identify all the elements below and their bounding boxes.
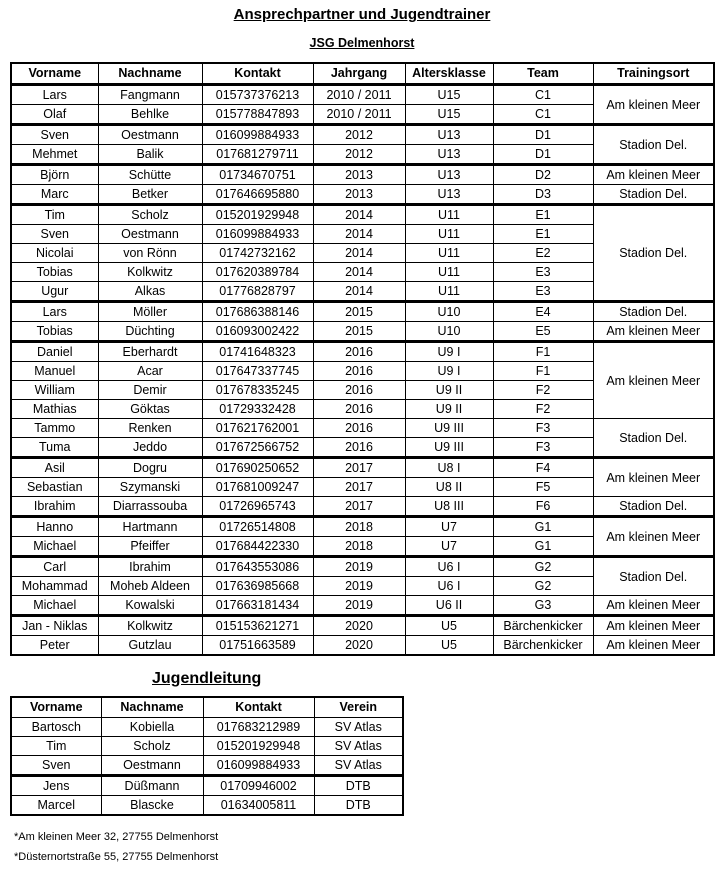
- nachname-cell: Pfeiffer: [98, 537, 202, 557]
- column-header: Vorname: [11, 63, 98, 85]
- table-row: [11, 322, 714, 342]
- altersklasse-cell: U13: [405, 165, 493, 185]
- jahrgang-cell: 2014: [313, 263, 405, 282]
- verein-cell: SV Atlas: [314, 718, 403, 737]
- altersklasse-cell: U8 III: [405, 497, 493, 517]
- trainingsort-cell: Stadion Del.: [593, 185, 714, 205]
- kontakt-cell: 017663181434: [202, 596, 313, 616]
- team-cell: D1: [493, 145, 593, 165]
- kontakt-cell: 01751663589: [202, 636, 313, 656]
- nachname-cell: Oestmann: [98, 125, 202, 145]
- table-row: [11, 596, 714, 616]
- jahrgang-cell: 2010 / 2011: [313, 85, 405, 105]
- jahrgang-cell: 2013: [313, 165, 405, 185]
- nachname-cell: Fangmann: [98, 85, 202, 105]
- nachname-cell: von Rönn: [98, 244, 202, 263]
- trainer-table: [10, 62, 715, 656]
- kontakt-cell: 016099884933: [202, 125, 313, 145]
- kontakt-cell: 01634005811: [203, 796, 314, 816]
- jahrgang-cell: 2016: [313, 362, 405, 381]
- table-row: [11, 737, 403, 756]
- team-cell: E3: [493, 263, 593, 282]
- trainingsort-cell: Am kleinen Meer: [593, 616, 714, 636]
- nachname-cell: Oestmann: [98, 225, 202, 244]
- kontakt-cell: 017646695880: [202, 185, 313, 205]
- jahrgang-cell: 2016: [313, 438, 405, 458]
- altersklasse-cell: U7: [405, 537, 493, 557]
- column-header: Team: [493, 63, 593, 85]
- jahrgang-cell: 2017: [313, 497, 405, 517]
- kontakt-cell: 015201929948: [203, 737, 314, 756]
- jahrgang-cell: 2018: [313, 517, 405, 537]
- table-row: [11, 419, 714, 438]
- kontakt-cell: 017621762001: [202, 419, 313, 438]
- trainingsort-cell: Am kleinen Meer: [593, 322, 714, 342]
- jahrgang-cell: 2015: [313, 322, 405, 342]
- altersklasse-cell: U9 II: [405, 381, 493, 400]
- vorname-cell: Marcel: [11, 796, 101, 816]
- verein-cell: DTB: [314, 776, 403, 796]
- team-cell: E1: [493, 225, 593, 244]
- jahrgang-cell: 2019: [313, 577, 405, 596]
- kontakt-cell: 017647337745: [202, 362, 313, 381]
- table-row: [11, 756, 403, 776]
- table-row: [11, 497, 714, 517]
- nachname-cell: Ibrahim: [98, 557, 202, 577]
- trainingsort-cell: Am kleinen Meer: [593, 596, 714, 616]
- team-cell: D2: [493, 165, 593, 185]
- trainingsort-cell: Stadion Del.: [593, 302, 714, 322]
- team-cell: C1: [493, 105, 593, 125]
- table-row: [11, 342, 714, 362]
- jahrgang-cell: 2020: [313, 616, 405, 636]
- nachname-cell: Renken: [98, 419, 202, 438]
- vorname-cell: Sebastian: [11, 478, 98, 497]
- nachname-cell: Kolkwitz: [98, 616, 202, 636]
- vorname-cell: Tuma: [11, 438, 98, 458]
- team-cell: E5: [493, 322, 593, 342]
- jahrgang-cell: 2014: [313, 205, 405, 225]
- altersklasse-cell: U13: [405, 145, 493, 165]
- trainingsort-cell: Stadion Del.: [593, 497, 714, 517]
- vorname-cell: Lars: [11, 302, 98, 322]
- vorname-cell: Sven: [11, 756, 101, 776]
- jahrgang-cell: 2014: [313, 225, 405, 244]
- jahrgang-cell: 2017: [313, 478, 405, 497]
- kontakt-cell: 017690250652: [202, 458, 313, 478]
- kontakt-cell: 017672566752: [202, 438, 313, 458]
- nachname-cell: Kobiella: [101, 718, 203, 737]
- altersklasse-cell: U11: [405, 225, 493, 244]
- altersklasse-cell: U7: [405, 517, 493, 537]
- vorname-cell: Peter: [11, 636, 98, 656]
- kontakt-cell: 016099884933: [202, 225, 313, 244]
- nachname-cell: Blascke: [101, 796, 203, 816]
- altersklasse-cell: U11: [405, 263, 493, 282]
- vorname-cell: Daniel: [11, 342, 98, 362]
- team-cell: E2: [493, 244, 593, 263]
- trainingsort-cell: Stadion Del.: [593, 205, 714, 302]
- table-row: [11, 458, 714, 478]
- trainingsort-cell: Am kleinen Meer: [593, 458, 714, 497]
- team-cell: F1: [493, 362, 593, 381]
- kontakt-cell: 01776828797: [202, 282, 313, 302]
- trainingsort-cell: Am kleinen Meer: [593, 517, 714, 557]
- nachname-cell: Eberhardt: [98, 342, 202, 362]
- jahrgang-cell: 2019: [313, 557, 405, 577]
- team-cell: Bärchenkicker: [493, 636, 593, 656]
- altersklasse-cell: U13: [405, 185, 493, 205]
- kontakt-cell: 015737376213: [202, 85, 313, 105]
- kontakt-cell: 016093002422: [202, 322, 313, 342]
- team-cell: D3: [493, 185, 593, 205]
- team-cell: E3: [493, 282, 593, 302]
- vorname-cell: Bartosch: [11, 718, 101, 737]
- team-cell: E1: [493, 205, 593, 225]
- trainingsort-cell: Stadion Del.: [593, 125, 714, 165]
- vorname-cell: Sven: [11, 125, 98, 145]
- team-cell: Bärchenkicker: [493, 616, 593, 636]
- vorname-cell: Mohammad: [11, 577, 98, 596]
- kontakt-cell: 017636985668: [202, 577, 313, 596]
- nachname-cell: Düchting: [98, 322, 202, 342]
- footnote-am-kleinen-meer: *Am kleinen Meer 32, 27755 Delmenhorst: [14, 831, 219, 843]
- kontakt-cell: 01726514808: [202, 517, 313, 537]
- column-header: Trainingsort: [593, 63, 714, 85]
- vorname-cell: Carl: [11, 557, 98, 577]
- trainingsort-cell: Am kleinen Meer: [593, 165, 714, 185]
- altersklasse-cell: U13: [405, 125, 493, 145]
- footnote-duesternortstrasse: *Düsternortstraße 55, 27755 Delmenhorst: [14, 851, 219, 863]
- kontakt-cell: 017678335245: [202, 381, 313, 400]
- team-cell: F2: [493, 400, 593, 419]
- altersklasse-cell: U9 III: [405, 438, 493, 458]
- team-cell: F6: [493, 497, 593, 517]
- vorname-cell: Tim: [11, 205, 98, 225]
- nachname-cell: Diarrassouba: [98, 497, 202, 517]
- team-cell: F3: [493, 438, 593, 458]
- team-cell: C1: [493, 85, 593, 105]
- kontakt-cell: 017684422330: [202, 537, 313, 557]
- trainer-table-header: [11, 63, 714, 85]
- nachname-cell: Betker: [98, 185, 202, 205]
- nachname-cell: Szymanski: [98, 478, 202, 497]
- vorname-cell: Ibrahim: [11, 497, 98, 517]
- column-header: Altersklasse: [405, 63, 493, 85]
- table-row: [11, 165, 714, 185]
- nachname-cell: Scholz: [101, 737, 203, 756]
- jahrgang-cell: 2016: [313, 400, 405, 419]
- team-cell: G2: [493, 577, 593, 596]
- table-row: [11, 85, 714, 105]
- column-header: Nachname: [98, 63, 202, 85]
- kontakt-cell: 017686388146: [202, 302, 313, 322]
- table-row: [11, 517, 714, 537]
- team-cell: G3: [493, 596, 593, 616]
- jahrgang-cell: 2014: [313, 244, 405, 263]
- nachname-cell: Kolkwitz: [98, 263, 202, 282]
- table-row: [11, 205, 714, 225]
- vorname-cell: Tammo: [11, 419, 98, 438]
- vorname-cell: Michael: [11, 537, 98, 557]
- team-cell: F3: [493, 419, 593, 438]
- kontakt-cell: 01709946002: [203, 776, 314, 796]
- jugendleitung-table: [10, 696, 404, 816]
- vorname-cell: Ugur: [11, 282, 98, 302]
- team-cell: D1: [493, 125, 593, 145]
- vorname-cell: Lars: [11, 85, 98, 105]
- table-row: [11, 776, 403, 796]
- table-row: [11, 796, 403, 816]
- nachname-cell: Demir: [98, 381, 202, 400]
- trainingsort-cell: Stadion Del.: [593, 557, 714, 596]
- altersklasse-cell: U15: [405, 85, 493, 105]
- vorname-cell: William: [11, 381, 98, 400]
- verein-cell: SV Atlas: [314, 737, 403, 756]
- jahrgang-cell: 2018: [313, 537, 405, 557]
- vorname-cell: Tim: [11, 737, 101, 756]
- trainingsort-cell: Am kleinen Meer: [593, 342, 714, 419]
- nachname-cell: Göktas: [98, 400, 202, 419]
- vorname-cell: Olaf: [11, 105, 98, 125]
- altersklasse-cell: U6 I: [405, 557, 493, 577]
- altersklasse-cell: U9 I: [405, 342, 493, 362]
- team-cell: F2: [493, 381, 593, 400]
- nachname-cell: Acar: [98, 362, 202, 381]
- nachname-cell: Scholz: [98, 205, 202, 225]
- jahrgang-cell: 2014: [313, 282, 405, 302]
- jugendleitung-table-header: [11, 697, 403, 718]
- trainingsort-cell: Am kleinen Meer: [593, 85, 714, 125]
- vorname-cell: Tobias: [11, 322, 98, 342]
- trainingsort-cell: Stadion Del.: [593, 419, 714, 458]
- kontakt-cell: 015201929948: [202, 205, 313, 225]
- jahrgang-cell: 2017: [313, 458, 405, 478]
- altersklasse-cell: U11: [405, 282, 493, 302]
- jahrgang-cell: 2012: [313, 145, 405, 165]
- column-header: Kontakt: [202, 63, 313, 85]
- altersklasse-cell: U5: [405, 636, 493, 656]
- nachname-cell: Gutzlau: [98, 636, 202, 656]
- vorname-cell: Tobias: [11, 263, 98, 282]
- table-row: [11, 185, 714, 205]
- team-cell: G1: [493, 517, 593, 537]
- kontakt-cell: 01741648323: [202, 342, 313, 362]
- jahrgang-cell: 2016: [313, 419, 405, 438]
- column-header: Verein: [314, 697, 403, 718]
- table-row: [11, 636, 714, 656]
- altersklasse-cell: U15: [405, 105, 493, 125]
- kontakt-cell: 017643553086: [202, 557, 313, 577]
- trainingsort-cell: Am kleinen Meer: [593, 636, 714, 656]
- page-title: Ansprechpartner und Jugendtrainer: [233, 6, 491, 23]
- table-row: [11, 616, 714, 636]
- kontakt-cell: 017681279711: [202, 145, 313, 165]
- altersklasse-cell: U8 I: [405, 458, 493, 478]
- team-cell: G2: [493, 557, 593, 577]
- column-header: Nachname: [101, 697, 203, 718]
- nachname-cell: Jeddo: [98, 438, 202, 458]
- page-subtitle: JSG Delmenhorst: [309, 36, 415, 50]
- jahrgang-cell: 2020: [313, 636, 405, 656]
- nachname-cell: Möller: [98, 302, 202, 322]
- nachname-cell: Düßmann: [101, 776, 203, 796]
- altersklasse-cell: U8 II: [405, 478, 493, 497]
- team-cell: E4: [493, 302, 593, 322]
- kontakt-cell: 01742732162: [202, 244, 313, 263]
- jahrgang-cell: 2015: [313, 302, 405, 322]
- nachname-cell: Dogru: [98, 458, 202, 478]
- jahrgang-cell: 2012: [313, 125, 405, 145]
- nachname-cell: Oestmann: [101, 756, 203, 776]
- kontakt-cell: 01729332428: [202, 400, 313, 419]
- vorname-cell: Hanno: [11, 517, 98, 537]
- team-cell: F4: [493, 458, 593, 478]
- vorname-cell: Michael: [11, 596, 98, 616]
- table-row: [11, 125, 714, 145]
- team-cell: F5: [493, 478, 593, 497]
- column-header: Kontakt: [203, 697, 314, 718]
- nachname-cell: Behlke: [98, 105, 202, 125]
- vorname-cell: Jan - Niklas: [11, 616, 98, 636]
- altersklasse-cell: U6 I: [405, 577, 493, 596]
- altersklasse-cell: U9 III: [405, 419, 493, 438]
- kontakt-cell: 01726965743: [202, 497, 313, 517]
- team-cell: F1: [493, 342, 593, 362]
- kontakt-cell: 017683212989: [203, 718, 314, 737]
- altersklasse-cell: U11: [405, 244, 493, 263]
- vorname-cell: Nicolai: [11, 244, 98, 263]
- nachname-cell: Hartmann: [98, 517, 202, 537]
- altersklasse-cell: U10: [405, 322, 493, 342]
- altersklasse-cell: U10: [405, 302, 493, 322]
- vorname-cell: Mehmet: [11, 145, 98, 165]
- jahrgang-cell: 2016: [313, 381, 405, 400]
- nachname-cell: Moheb Aldeen: [98, 577, 202, 596]
- vorname-cell: Manuel: [11, 362, 98, 381]
- table-row: [11, 718, 403, 737]
- kontakt-cell: 017620389784: [202, 263, 313, 282]
- vorname-cell: Asil: [11, 458, 98, 478]
- nachname-cell: Schütte: [98, 165, 202, 185]
- vorname-cell: Björn: [11, 165, 98, 185]
- kontakt-cell: 015153621271: [202, 616, 313, 636]
- jahrgang-cell: 2010 / 2011: [313, 105, 405, 125]
- vorname-cell: Marc: [11, 185, 98, 205]
- vorname-cell: Sven: [11, 225, 98, 244]
- jahrgang-cell: 2013: [313, 185, 405, 205]
- kontakt-cell: 01734670751: [202, 165, 313, 185]
- vorname-cell: Jens: [11, 776, 101, 796]
- kontakt-cell: 016099884933: [203, 756, 314, 776]
- jahrgang-cell: 2016: [313, 342, 405, 362]
- altersklasse-cell: U11: [405, 205, 493, 225]
- team-cell: G1: [493, 537, 593, 557]
- nachname-cell: Kowalski: [98, 596, 202, 616]
- vorname-cell: Mathias: [11, 400, 98, 419]
- altersklasse-cell: U5: [405, 616, 493, 636]
- jahrgang-cell: 2019: [313, 596, 405, 616]
- table-row: [11, 302, 714, 322]
- nachname-cell: Balik: [98, 145, 202, 165]
- nachname-cell: Alkas: [98, 282, 202, 302]
- verein-cell: DTB: [314, 796, 403, 816]
- kontakt-cell: 017681009247: [202, 478, 313, 497]
- altersklasse-cell: U9 II: [405, 400, 493, 419]
- column-header: Vorname: [11, 697, 101, 718]
- altersklasse-cell: U6 II: [405, 596, 493, 616]
- column-header: Jahrgang: [313, 63, 405, 85]
- jugendleitung-title: Jugendleitung: [152, 670, 262, 687]
- kontakt-cell: 015778847893: [202, 105, 313, 125]
- table-row: [11, 557, 714, 577]
- verein-cell: SV Atlas: [314, 756, 403, 776]
- altersklasse-cell: U9 I: [405, 362, 493, 381]
